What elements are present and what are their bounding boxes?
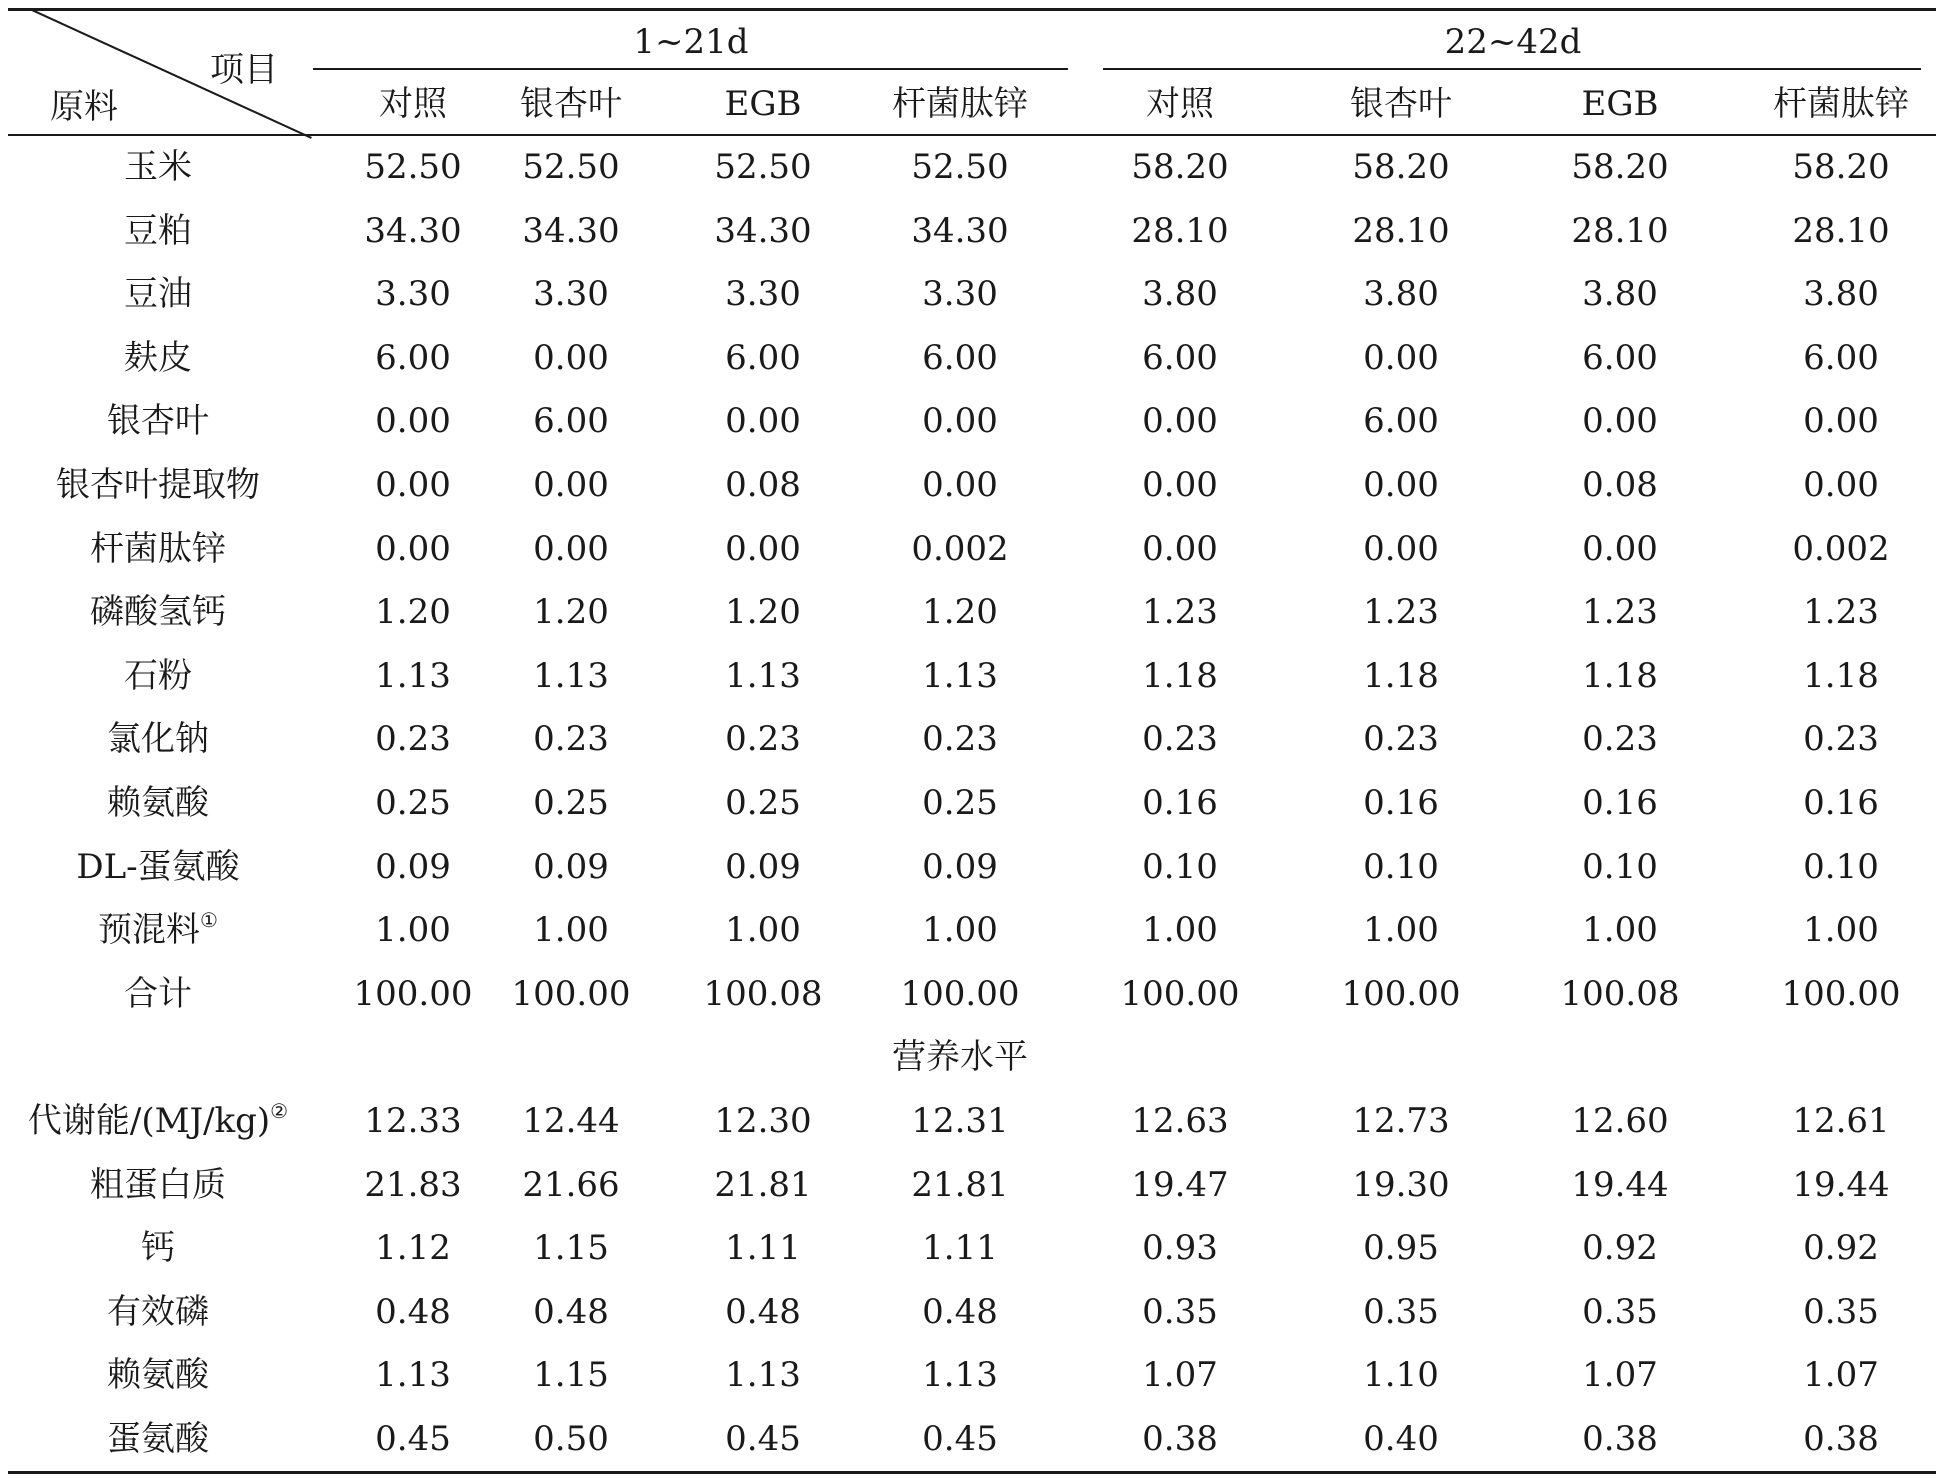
corner-label-top: 项目	[210, 50, 278, 90]
table-cell: 0.50	[533, 1419, 609, 1459]
row-label-text: 银杏叶提取物	[56, 465, 260, 505]
table-cell: 0.08	[1582, 465, 1658, 505]
table-cell: 19.47	[1131, 1164, 1229, 1205]
table-cell: 0.45	[922, 1419, 998, 1459]
row-label-text: 豆油	[124, 274, 192, 315]
row-label-text: 赖氨酸	[107, 783, 209, 823]
period2-underline	[1103, 68, 1921, 70]
row-label	[56, 465, 260, 505]
table-cell: 1.23	[1363, 592, 1439, 633]
table-cell: 100.08	[1560, 973, 1680, 1014]
table-cell: 58.20	[1792, 147, 1890, 187]
row-label	[107, 1292, 209, 1332]
table-cell: 3.80	[1363, 274, 1439, 315]
table-cell: 58.20	[1571, 147, 1669, 187]
table-cell: 0.48	[725, 1291, 801, 1332]
group-header: 银杏叶	[520, 84, 622, 124]
row-label-text: 麸皮	[124, 337, 192, 378]
table-cell: 0.00	[1142, 465, 1218, 505]
table-cell: 12.44	[522, 1101, 620, 1141]
table-cell: 6.00	[1142, 337, 1218, 378]
table-cell: 3.30	[922, 274, 998, 315]
table-cell: 21.83	[364, 1164, 462, 1205]
row-label-text: 蛋氨酸	[107, 1419, 209, 1459]
table-cell: 6.00	[1582, 337, 1658, 378]
row-label	[124, 338, 192, 378]
row-label	[107, 1419, 209, 1459]
diet-composition-table	[8, 0, 1936, 1482]
table-cell: 0.00	[1803, 401, 1879, 442]
row-label-text: 预混料	[98, 910, 201, 951]
table-cell: 21.81	[911, 1164, 1009, 1205]
table-cell: 21.81	[714, 1164, 812, 1205]
row-label-text: 有效磷	[107, 1291, 209, 1332]
table-cell: 52.50	[911, 147, 1009, 187]
table-cell: 0.00	[375, 401, 451, 442]
table-cell: 0.23	[533, 719, 609, 760]
table-cell: 0.00	[533, 528, 609, 569]
table-cell: 12.60	[1571, 1101, 1669, 1141]
table-cell: 12.63	[1131, 1101, 1229, 1141]
table-cell: 34.30	[714, 210, 812, 251]
table-cell: 34.30	[911, 210, 1009, 251]
table-cell: 12.33	[364, 1101, 462, 1141]
table-cell: 0.00	[1363, 528, 1439, 569]
table-cell: 0.23	[375, 719, 451, 760]
table-cell: 1.20	[375, 592, 451, 633]
table-cell: 3.80	[1803, 274, 1879, 315]
table-cell: 0.25	[533, 783, 609, 823]
row-label-text: 钙	[141, 1228, 175, 1269]
table-cell: 1.00	[375, 910, 451, 951]
table-cell: 0.38	[1582, 1419, 1658, 1459]
table-cell: 0.00	[1142, 528, 1218, 569]
table-cell: 0.35	[1803, 1291, 1879, 1332]
table-cell: 0.40	[1363, 1419, 1439, 1459]
table-cell: 1.23	[1582, 592, 1658, 633]
table-cell: 0.10	[1142, 846, 1218, 887]
table-cell: 0.16	[1363, 783, 1439, 823]
table-cell: 1.00	[1803, 910, 1879, 951]
row-label	[124, 211, 192, 251]
group-header: 对照	[1146, 84, 1214, 124]
row-label	[124, 656, 192, 696]
table-cell: 1.20	[533, 592, 609, 633]
table-cell: 100.00	[900, 973, 1020, 1014]
table-cell: 1.18	[1142, 655, 1218, 696]
table-cell: 0.16	[1803, 783, 1879, 823]
table-cell: 3.80	[1582, 274, 1658, 315]
table-cell: 0.23	[1363, 719, 1439, 760]
row-label-text: 粗蛋白质	[90, 1164, 226, 1205]
table-cell: 6.00	[1363, 401, 1439, 442]
table-cell: 1.13	[375, 1355, 451, 1396]
table-cell: 1.15	[533, 1355, 609, 1396]
table-cell: 0.93	[1142, 1228, 1218, 1269]
table-cell: 1.23	[1803, 592, 1879, 633]
table-cell: 0.23	[725, 719, 801, 760]
table-cell: 1.20	[725, 592, 801, 633]
table-cell: 28.10	[1792, 210, 1890, 251]
table-cell: 3.80	[1142, 274, 1218, 315]
table-cell: 0.00	[1582, 401, 1658, 442]
table-cell: 58.20	[1131, 147, 1229, 187]
table-cell: 1.07	[1803, 1355, 1879, 1396]
row-label-text: 玉米	[124, 147, 192, 187]
table-cell: 0.92	[1803, 1228, 1879, 1269]
period1-underline	[313, 68, 1068, 70]
table-cell: 0.00	[922, 465, 998, 505]
table-cell: 0.09	[533, 846, 609, 887]
table-cell: 21.66	[522, 1164, 620, 1205]
period2-header: 22~42d	[1444, 22, 1582, 62]
table-cell: 0.00	[1803, 465, 1879, 505]
table-cell: 100.00	[1341, 973, 1461, 1014]
table-cell: 1.07	[1142, 1355, 1218, 1396]
row-label	[141, 1228, 175, 1268]
table-cell: 6.00	[922, 337, 998, 378]
top-rule	[8, 8, 1936, 11]
table-cell: 0.16	[1142, 783, 1218, 823]
table-cell: 0.00	[725, 401, 801, 442]
row-label-text: 氯化钠	[107, 719, 209, 760]
table-cell: 0.09	[922, 846, 998, 887]
row-label	[107, 401, 209, 441]
table-cell: 19.44	[1571, 1164, 1669, 1205]
table-cell: 0.38	[1803, 1419, 1879, 1459]
table-cell: 3.30	[725, 274, 801, 315]
table-cell: 1.13	[922, 1355, 998, 1396]
row-label-text: 合计	[124, 973, 192, 1014]
table-cell: 0.10	[1803, 846, 1879, 887]
table-cell: 1.12	[375, 1228, 451, 1269]
row-label	[107, 719, 209, 759]
row-label	[107, 783, 209, 823]
table-cell: 0.00	[1142, 401, 1218, 442]
row-label-text: 赖氨酸	[107, 1355, 209, 1396]
row-label-text: 银杏叶	[107, 401, 209, 442]
table-cell: 0.09	[725, 846, 801, 887]
table-cell: 0.48	[922, 1291, 998, 1332]
row-label-text: 石粉	[124, 655, 192, 696]
table-cell: 0.00	[375, 528, 451, 569]
group-header: 对照	[379, 84, 447, 124]
row-label	[28, 1101, 288, 1141]
table-cell: 100.00	[1120, 973, 1240, 1014]
group-header: 杆菌肽锌	[1773, 84, 1909, 124]
table-cell: 1.11	[725, 1228, 801, 1269]
table-cell: 1.07	[1582, 1355, 1658, 1396]
corner-label-bottom: 原料	[50, 87, 118, 127]
table-cell: 0.25	[375, 783, 451, 823]
table-cell: 34.30	[522, 210, 620, 251]
table-cell: 0.00	[725, 528, 801, 569]
period1-header: 1~21d	[633, 22, 749, 62]
table-cell: 12.61	[1792, 1101, 1890, 1141]
table-cell: 6.00	[1803, 337, 1879, 378]
table-cell: 12.31	[911, 1101, 1009, 1141]
table-cell: 3.30	[375, 274, 451, 315]
table-cell: 52.50	[522, 147, 620, 187]
table-cell: 1.23	[1142, 592, 1218, 633]
table-cell: 12.30	[714, 1101, 812, 1141]
table-cell: 0.00	[375, 465, 451, 505]
table-cell: 1.18	[1582, 655, 1658, 696]
table-cell: 100.08	[703, 973, 823, 1014]
table-cell: 0.00	[1363, 465, 1439, 505]
table-cell: 0.25	[725, 783, 801, 823]
group-header: 银杏叶	[1350, 84, 1452, 124]
table-cell: 0.10	[1582, 846, 1658, 887]
table-cell: 58.20	[1352, 147, 1450, 187]
footnote-marker: ②	[270, 1099, 289, 1123]
table-cell: 0.00	[533, 337, 609, 378]
table-cell: 52.50	[714, 147, 812, 187]
row-label	[124, 274, 192, 314]
table-cell: 100.00	[511, 973, 631, 1014]
table-cell: 0.45	[375, 1419, 451, 1459]
table-cell: 6.00	[533, 401, 609, 442]
table-cell: 3.30	[533, 274, 609, 315]
table-cell: 0.10	[1363, 846, 1439, 887]
row-label	[90, 529, 226, 569]
table-cell: 0.35	[1142, 1291, 1218, 1332]
table-cell: 0.38	[1142, 1419, 1218, 1459]
table-cell: 100.00	[353, 973, 473, 1014]
table-cell: 0.00	[922, 401, 998, 442]
table-cell: 0.25	[922, 783, 998, 823]
table-cell: 1.00	[1363, 910, 1439, 951]
table-cell: 1.18	[1363, 655, 1439, 696]
row-label	[107, 1355, 209, 1395]
table-cell: 0.00	[533, 465, 609, 505]
row-label	[124, 974, 192, 1014]
row-label-text: 代谢能/(MJ/kg)	[27, 1101, 271, 1141]
table-cell: 1.13	[533, 655, 609, 696]
row-label-text: DL-蛋氨酸	[76, 846, 240, 887]
section-label: 营养水平	[892, 1037, 1028, 1078]
table-cell: 0.09	[375, 846, 451, 887]
row-label	[76, 847, 239, 887]
row-label-text: 杆菌肽锌	[90, 528, 226, 569]
table-cell: 1.13	[375, 655, 451, 696]
table-cell: 0.002	[911, 528, 1009, 569]
group-header: EGB	[1581, 84, 1659, 124]
row-label	[98, 910, 218, 950]
table-cell: 1.13	[725, 1355, 801, 1396]
table-cell: 0.23	[922, 719, 998, 760]
row-label	[124, 147, 192, 187]
table-cell: 28.10	[1352, 210, 1450, 251]
table-cell: 1.00	[533, 910, 609, 951]
table-cell: 1.13	[922, 655, 998, 696]
table-cell: 0.23	[1582, 719, 1658, 760]
table-cell: 28.10	[1131, 210, 1229, 251]
table-cell: 0.002	[1792, 528, 1890, 569]
table-cell: 19.44	[1792, 1164, 1890, 1205]
table-cell: 1.11	[922, 1228, 998, 1269]
table-cell: 0.45	[725, 1419, 801, 1459]
table-cell: 0.92	[1582, 1228, 1658, 1269]
table-cell: 6.00	[375, 337, 451, 378]
header-rule	[8, 134, 1936, 136]
table-cell: 0.00	[1363, 337, 1439, 378]
table-cell: 1.00	[1142, 910, 1218, 951]
table-cell: 52.50	[364, 147, 462, 187]
table-cell: 0.00	[1582, 528, 1658, 569]
table-cell: 12.73	[1352, 1101, 1450, 1141]
table-cell: 100.00	[1781, 973, 1901, 1014]
group-header: EGB	[724, 84, 802, 124]
group-header: 杆菌肽锌	[892, 84, 1028, 124]
footnote-marker: ①	[200, 908, 218, 933]
table-cell: 0.35	[1582, 1291, 1658, 1332]
table-cell: 0.08	[725, 465, 801, 505]
bottom-rule	[8, 1471, 1936, 1474]
table-cell: 0.23	[1803, 719, 1879, 760]
table-cell: 0.48	[533, 1291, 609, 1332]
row-label-text: 豆粕	[124, 210, 192, 251]
table-cell: 0.35	[1363, 1291, 1439, 1332]
table-cell: 1.00	[1582, 910, 1658, 951]
table-cell: 0.48	[375, 1291, 451, 1332]
row-label	[90, 592, 226, 632]
table-cell: 1.10	[1363, 1355, 1439, 1396]
table-cell: 1.00	[922, 910, 998, 951]
table-cell: 0.95	[1363, 1228, 1439, 1269]
table-cell: 1.00	[725, 910, 801, 951]
table-cell: 1.18	[1803, 655, 1879, 696]
table-cell: 6.00	[725, 337, 801, 378]
table-cell: 0.16	[1582, 783, 1658, 823]
table-cell: 34.30	[364, 210, 462, 251]
row-label-text: 磷酸氢钙	[90, 592, 226, 633]
table-cell: 1.13	[725, 655, 801, 696]
table-cell: 1.20	[922, 592, 998, 633]
table-cell: 0.23	[1142, 719, 1218, 760]
row-label	[90, 1165, 226, 1205]
table-cell: 28.10	[1571, 210, 1669, 251]
table-cell: 1.15	[533, 1228, 609, 1269]
table-cell: 19.30	[1352, 1164, 1450, 1205]
